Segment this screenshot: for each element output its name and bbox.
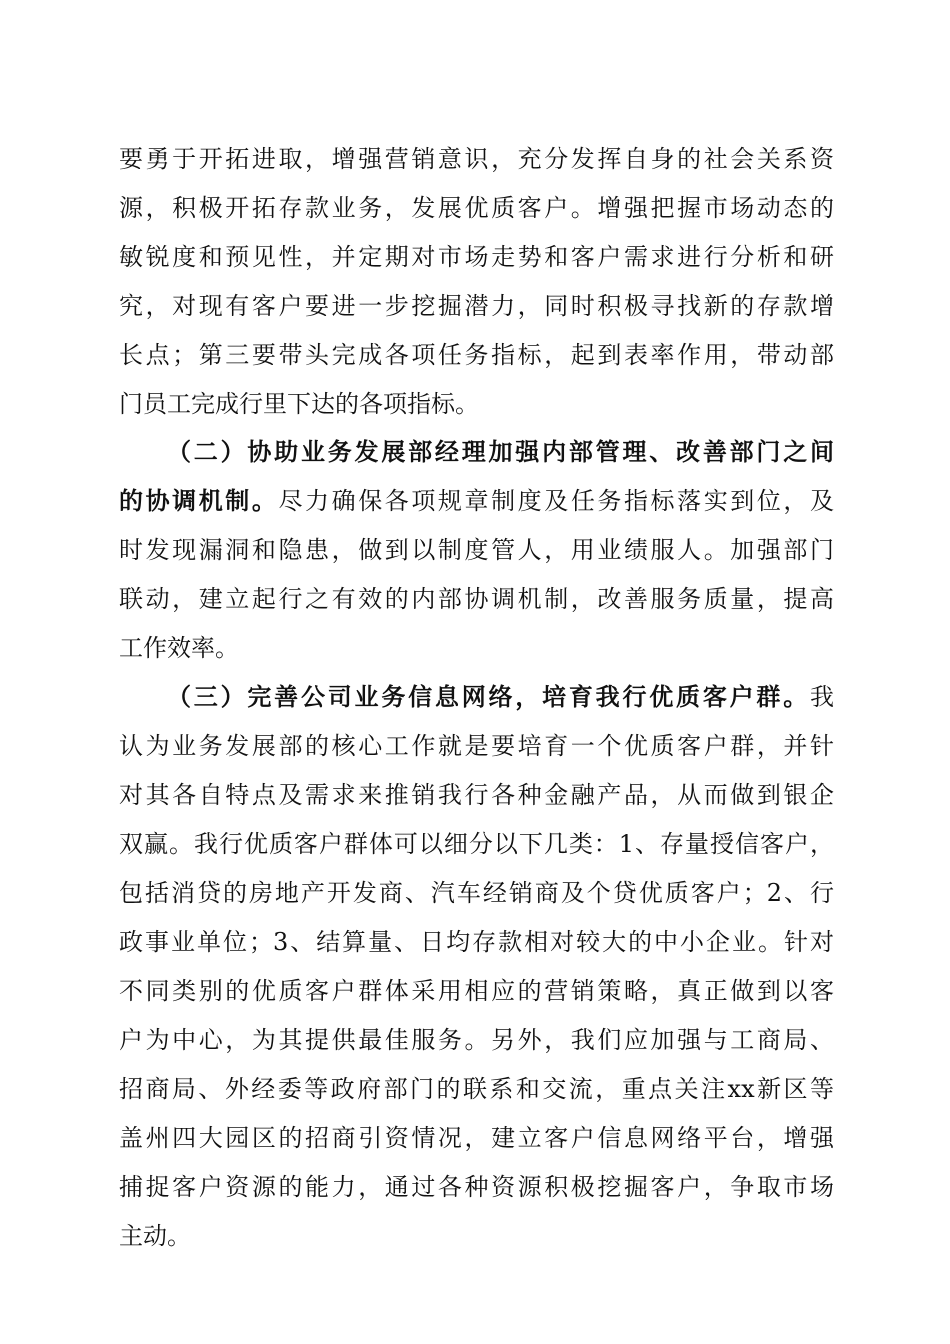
paragraph-3-line-5: 包括消贷的房地产开发商、汽车经销商及个贷优质客户；2、行 (119, 879, 834, 907)
paragraph-1-line-3: 敏锐度和预见性，并定期对市场走势和客户需求进行分析和研 (119, 243, 834, 271)
paragraph-3-line-11: 捕捉客户资源的能力，通过各种资源积极挖掘客户，争取市场 (119, 1173, 834, 1201)
paragraph-3-line-10: 盖州四大园区的招商引资情况，建立客户信息网络平台，增强 (119, 1124, 834, 1152)
paragraph-3-line-6: 政事业单位；3、结算量、日均存款相对较大的中小企业。针对 (119, 928, 834, 956)
paragraph-3-heading: （三）完善公司业务信息网络，培育我行优质客户群。 (167, 682, 810, 711)
paragraph-2-heading-line-1: （二）协助业务发展部经理加强内部管理、改善部门之间 (167, 437, 834, 466)
paragraph-3-line-2: 认为业务发展部的核心工作就是要培育一个优质客户群，并针 (119, 732, 834, 760)
paragraph-2-line-2-text: 尽力确保各项规章制度及任务指标落实到位，及 (278, 487, 834, 515)
paragraph-3-line-12: 主动。 (119, 1222, 191, 1250)
paragraph-3-line-4: 双赢。我行优质客户群体可以细分以下几类：1、存量授信客户， (119, 830, 834, 858)
paragraph-1-line-4: 究，对现有客户要进一步挖掘潜力，同时积极寻找新的存款增 (119, 292, 834, 320)
paragraph-2-line-3: 时发现漏洞和隐患，做到以制度管人，用业绩服人。加强部门 (119, 536, 834, 564)
paragraph-2-heading-line-2: 的协调机制。 (119, 486, 279, 515)
paragraph-2-line-5: 工作效率。 (119, 634, 239, 662)
paragraph-3-line-7: 不同类别的优质客户群体采用相应的营销策略，真正做到以客 (119, 977, 834, 1005)
paragraph-1-line-6: 门员工完成行里下达的各项指标。 (119, 390, 479, 418)
paragraph-3-line-1-text: 我 (810, 683, 834, 711)
paragraph-1-line-2: 源，积极开拓存款业务，发展优质客户。增强把握市场动态的 (119, 194, 834, 222)
paragraph-3-line-9: 招商局、外经委等政府部门的联系和交流，重点关注xx新区等 (119, 1075, 834, 1103)
paragraph-3-line-3: 对其各自特点及需求来推销我行各种金融产品，从而做到银企 (119, 781, 834, 809)
paragraph-2-line-2 (119, 481, 834, 521)
paragraph-1-line-5: 长点；第三要带头完成各项任务指标，起到表率作用，带动部 (119, 341, 834, 369)
paragraph-1-line-1: 要勇于开拓进取，增强营销意识，充分发挥自身的社会关系资 (119, 145, 834, 173)
paragraph-3-line-1 (167, 677, 834, 717)
paragraph-3-line-8: 户为中心，为其提供最佳服务。另外，我们应加强与工商局、 (119, 1026, 834, 1054)
paragraph-2-line-4: 联动，建立起行之有效的内部协调机制，改善服务质量，提高 (119, 585, 834, 613)
